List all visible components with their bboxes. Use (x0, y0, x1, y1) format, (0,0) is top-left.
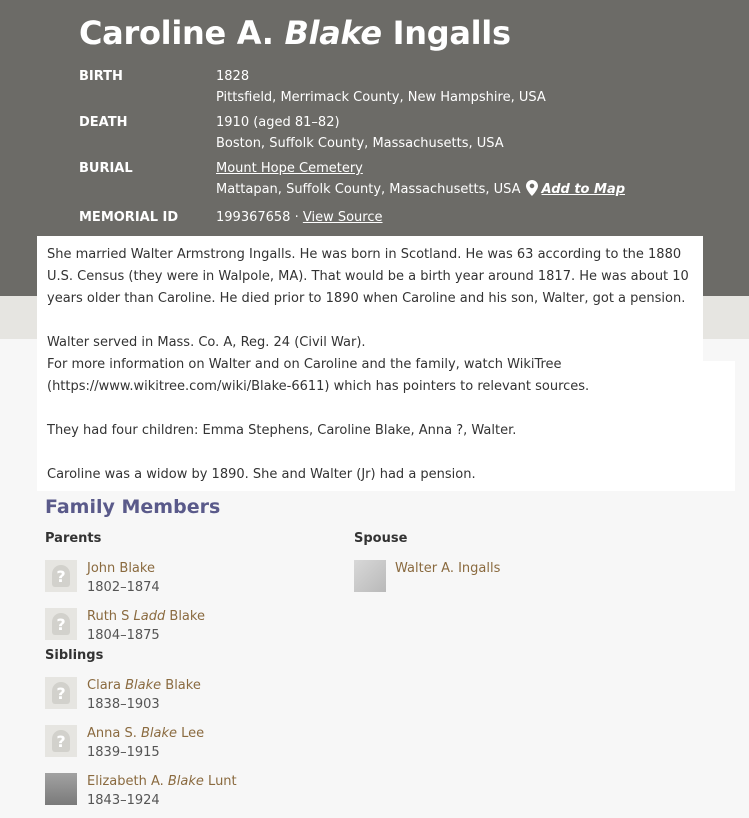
first-name: Caroline A. (79, 14, 274, 52)
facts-list (79, 66, 719, 232)
family-member-john-blake[interactable] (45, 560, 160, 598)
burial-row (79, 158, 719, 203)
family-members-heading: Family Members (45, 496, 221, 518)
member-dates: 1804–1875 (87, 628, 160, 643)
member-name[interactable]: Anna S. Blake Lee (87, 726, 205, 741)
placeholder-photo-icon: ? (45, 677, 77, 709)
family-member-elizabeth-lunt[interactable] (45, 773, 237, 811)
member-name[interactable]: Walter A. Ingalls (395, 561, 501, 576)
bio-paragraph: She married Walter Armstrong Ingalls. He was born in Scotland. He was 63 according to the 1880 U.S. Census (they were in Walpole, MA). That would be a birth year around 1817. He was about 10 years older than Caroline. He died prior to 1890 when Caroline and his son, Walter, got a pension. (47, 247, 689, 306)
member-name[interactable]: Ruth S Ladd Blake (87, 609, 205, 624)
family-member-walter-ingalls[interactable] (354, 560, 500, 592)
maiden-name: Blake (284, 14, 382, 52)
birth-label: BIRTH (79, 69, 123, 84)
member-name[interactable]: Elizabeth A. Blake Lunt (87, 774, 237, 789)
view-source-link[interactable]: View Source (302, 210, 383, 225)
add-to-map-link[interactable]: Add to Map (541, 182, 626, 197)
member-dates: 1839–1915 (87, 745, 160, 760)
death-year: 1910 (aged 81–82) (216, 115, 340, 130)
bio-paragraph: Caroline was a widow by 1890. She and Walter (Jr) had a pension. (47, 467, 476, 482)
family-member-clara-blake[interactable] (45, 677, 201, 715)
biography-card (37, 236, 703, 491)
birth-row (79, 66, 719, 108)
memorial-id-value: 199367658 · (216, 210, 299, 225)
family-member-anna-lee[interactable] (45, 725, 204, 763)
memorial-id-label: MEMORIAL ID (79, 210, 179, 225)
bio-paragraph: They had four children: Emma Stephens, Caroline Blake, Anna ?, Walter. (47, 423, 517, 438)
bio-paragraph: Walter served in Mass. Co. A, Reg. 24 (Civil War). (47, 335, 366, 350)
death-place: Boston, Suffolk County, Massachusetts, USA (216, 136, 504, 151)
member-dates: 1802–1874 (87, 580, 160, 595)
burial-place: Mattapan, Suffolk County, Massachusetts, USA (216, 182, 521, 197)
placeholder-photo-icon: ? (45, 725, 77, 757)
parents-heading: Parents (45, 531, 102, 546)
member-name[interactable]: Clara Blake Blake (87, 678, 201, 693)
bio-paragraph: For more information on Walter and on Caroline and the family, watch WikiTree (https://www.wikitree.com/wiki/Blake-6611) which has pointers to relevant sources. (47, 357, 590, 394)
burial-label: BURIAL (79, 161, 133, 176)
placeholder-photo-icon: ? (45, 560, 77, 592)
member-name[interactable]: John Blake (87, 561, 155, 576)
family-member-ruth-blake[interactable] (45, 608, 205, 646)
death-label: DEATH (79, 115, 128, 130)
member-photo (45, 773, 77, 805)
member-dates: 1843–1924 (87, 793, 160, 808)
member-photo (354, 560, 386, 592)
memorial-id-row (79, 207, 719, 228)
spouse-heading: Spouse (354, 531, 408, 546)
memorial-name (79, 14, 511, 52)
siblings-heading: Siblings (45, 648, 104, 663)
placeholder-photo-icon: ? (45, 608, 77, 640)
side-panel (703, 361, 735, 491)
birth-place: Pittsfield, Merrimack County, New Hampshire, USA (216, 90, 546, 105)
birth-year: 1828 (216, 69, 250, 84)
map-pin-icon[interactable] (526, 180, 538, 203)
member-dates: 1838–1903 (87, 697, 160, 712)
death-row (79, 112, 719, 154)
cemetery-link[interactable]: Mount Hope Cemetery (216, 161, 363, 176)
last-name: Ingalls (392, 14, 511, 52)
